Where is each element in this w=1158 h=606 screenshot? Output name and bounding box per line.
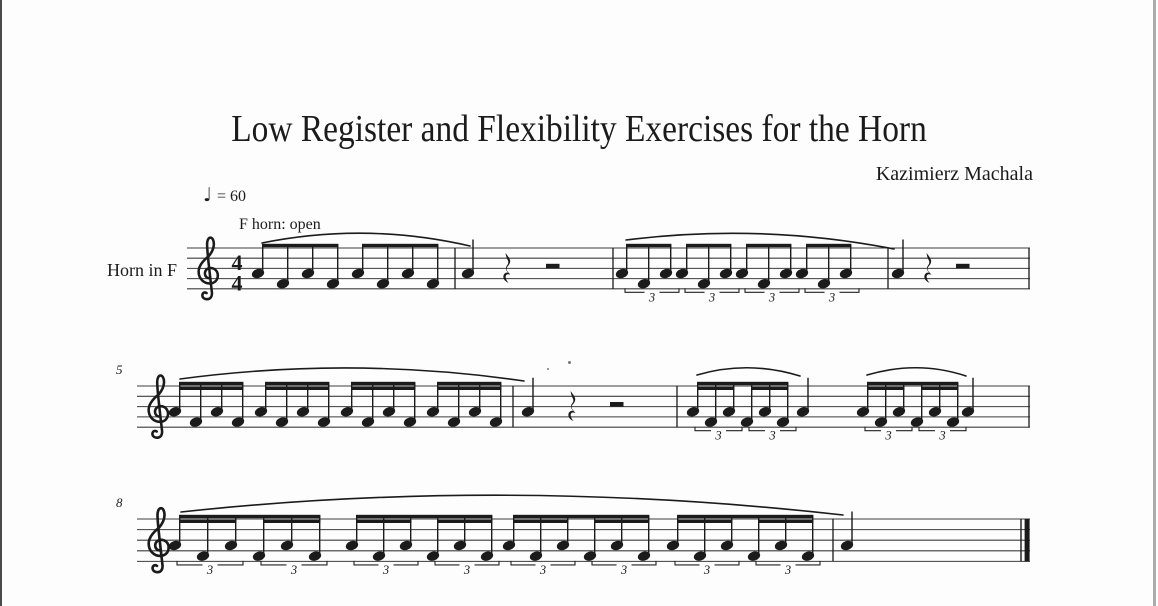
sixteenth-beam-group [686,382,791,428]
beam [697,382,788,385]
triplet-bracket [354,561,418,577]
triplet-numeral: 3 [828,290,836,305]
final-barline-thick [1025,519,1030,561]
beam [751,387,788,390]
triplet-numeral: 3 [620,562,628,577]
beam [437,520,492,523]
scan-speck [568,361,571,364]
triplet-numeral: 3 [290,562,298,577]
beam [594,520,649,523]
triplet-numeral: 3 [885,428,892,443]
beam [351,387,415,390]
beam [179,520,236,523]
beam [677,515,813,518]
slur [867,368,966,376]
triplet-numeral: 3 [382,562,390,577]
sixteenth-beam-group [426,382,504,428]
eighth-beam-group [735,244,794,290]
technique-instruction: F horn: open [239,216,321,233]
triplet-bracket [435,561,499,577]
sixteenth-beam-group [666,515,816,563]
triplet-numeral: 3 [648,290,656,305]
measure-number: 8 [116,495,123,510]
quarter-note [796,378,811,418]
quarter-note [961,378,976,418]
sixteenth-beam-group [254,382,332,428]
staff-system-3 [116,495,1030,577]
half-rest [546,264,560,269]
tempo-marking [203,184,246,206]
beam [746,244,791,247]
scan-edge-right [1153,0,1156,606]
instrument-label: Horn in F [107,260,178,280]
sixteenth-beam-group [856,382,961,428]
triplet-numeral: 3 [768,290,776,305]
triplet-numeral: 3 [463,562,471,577]
sixteenth-beam-group [345,515,495,563]
beam [697,387,734,390]
triplet-bracket [805,288,859,304]
eighth-beam-group [251,244,341,290]
beam [686,244,731,247]
triplet-bracket [625,288,679,304]
sixteenth-beam-group [168,382,246,428]
triplet-numeral: 3 [539,562,547,577]
triplet-bracket [695,427,742,443]
slur [181,495,843,515]
beam [362,244,438,247]
scan-edge-left [0,0,2,606]
beam [513,515,649,518]
sixteenth-beam-group [340,382,418,428]
beam [626,244,671,247]
time-signature-digit: 4 [231,249,243,275]
slur [180,368,524,381]
beam [921,387,958,390]
triplet-bracket [675,561,739,577]
tempo-value: = 60 [216,188,246,205]
eighth-beam-group [615,244,674,290]
beam [179,382,243,385]
triplet-bracket [865,427,912,443]
beam [262,244,338,247]
beam [513,520,568,523]
triplet-numeral: 3 [703,562,711,577]
beam [265,387,329,390]
beam [356,520,411,523]
half-rest [610,402,624,407]
beam [437,387,501,390]
beam [263,520,320,523]
triplet-bracket [511,561,575,577]
triplet-numeral: 3 [708,290,716,305]
beam [179,387,243,390]
triplet-numeral: 3 [769,428,776,443]
beam [758,520,813,523]
triplet-bracket [177,561,243,577]
beam [179,515,320,518]
time-signature-digit: 4 [231,270,243,296]
composer-name: Kazimierz Machala [875,163,1033,185]
sixteenth-beam-group [502,515,652,563]
beam [356,515,492,518]
slur [697,368,800,376]
triplet-numeral: 3 [939,428,946,443]
triplet-bracket [592,561,656,577]
eighth-beam-group [351,244,441,290]
beam [265,382,329,385]
triplet-bracket [919,427,966,443]
beam [437,382,501,385]
triplet-numeral: 3 [784,562,792,577]
staff-system-2 [116,362,1030,443]
triplet-bracket [261,561,327,577]
staff-system-1 [187,233,1030,304]
quarter-note-icon: ♩ [203,184,212,206]
triplet-bracket [745,288,799,304]
quarter-note [521,378,536,418]
beam [351,382,415,385]
scan-speck [547,368,549,370]
page-title: Low Register and Flexibility Exercises for the Horn [231,108,927,150]
beam [867,382,958,385]
triplet-bracket [756,561,820,577]
eighth-beam-group [675,244,734,290]
triplet-numeral: 3 [206,562,214,577]
triplet-bracket [749,427,796,443]
eighth-beam-group [795,244,854,290]
beam [867,387,904,390]
quarter-note [840,512,855,552]
beam [806,244,851,247]
beam [677,520,732,523]
measure-number: 5 [116,362,123,377]
triplet-bracket [685,288,739,304]
quarter-note [891,240,906,280]
half-rest [956,264,970,269]
sixteenth-beam-group [168,515,323,563]
triplet-numeral: 3 [715,428,722,443]
